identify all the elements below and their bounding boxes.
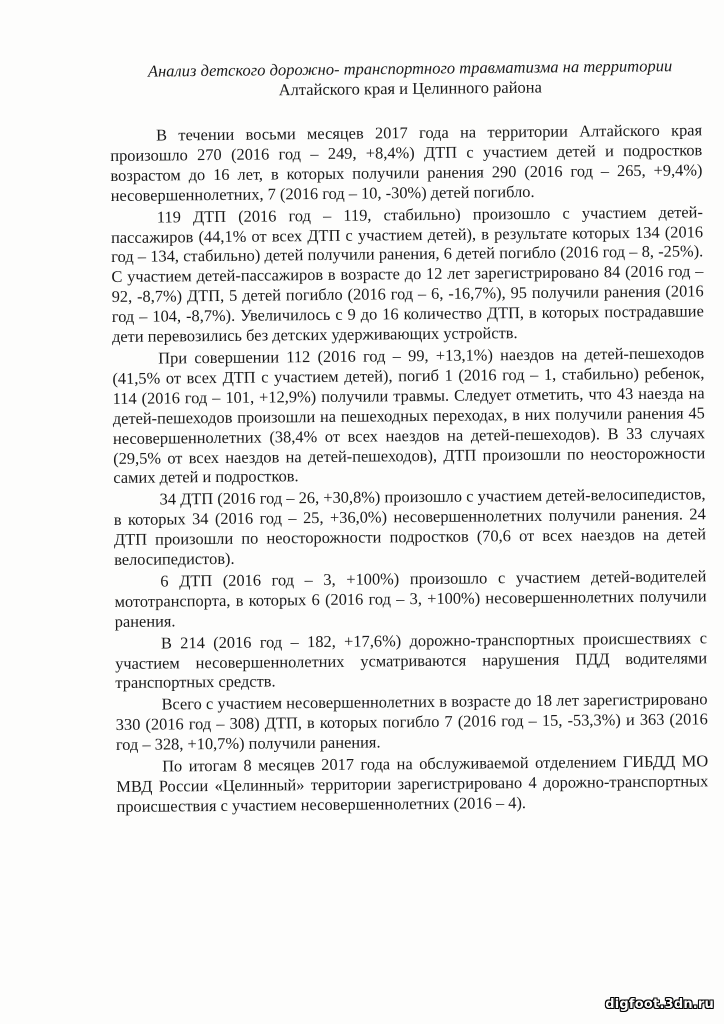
paragraph: 6 ДТП (2016 год – 3, +100%) произошло с участием детей-водителей мототранспорта, в которых 6 (2016 год – 3, +100%) несовершеннолетних получили ранения. <box>114 566 707 631</box>
title-line-1: Анализ детского дорожно- транспортного травматизма на территории <box>147 56 673 81</box>
title-line-2: Алтайского края и Целинного района <box>278 77 542 100</box>
paragraph: При совершении 112 (2016 год – 99, +13,1%) наездов на детей-пешеходов (41,5% от всех ДТП с участием детей), погиб 1 (2016 год – 1, стабильно) ребенок, 114 (2016 год – 101, +12,9%) получили травмы. Следует отметить, что 43 наезда на детей-пешеходов произошли на пешеходных переходах, в них получили ранения 45 несовершеннолетних (38,4% от всех наездов на детей-пешеходов). В 33 случаях (29,5% от всех наездов на детей-пешеходов), ДТП произошли по неосторожности самих детей и подростков. <box>112 343 706 488</box>
paragraph: В 214 (2016 год – 182, +17,6%) дорожно-транспортных происшествиях с участием несовершеннолетних усматриваются нарушения ПДД водителями транспортных средств. <box>115 627 708 693</box>
document-body <box>110 120 709 818</box>
paragraph: В течении восьми месяцев 2017 года на территории Алтайского края произошло 270 (2016 год – 249, +8,4%) ДТП с участием детей и подростков возрастом до 16 лет, в которых получили ранения 290 (2016 год – 265, +9,4%) несовершеннолетних, 7 (2016 год – 10, -30%) детей погибло. <box>110 120 703 205</box>
document-title <box>110 56 710 102</box>
site-watermark: digfoot.3dn.ru <box>605 997 714 1012</box>
paragraph: По итогам 8 месяцев 2017 года на обслуживаемой отделением ГИБДД МО МВД России «Целинный» территории зарегистрировано 4 дорожно-транспортных происшествия с участием несовершеннолетних (2016 – 4). <box>116 751 709 816</box>
paragraph: 34 ДТП (2016 год – 26, +30,8%) произошло с участием детей-велосипедистов, в которых 34 (2016 год – 25, +36,0%) несовершеннолетних получили ранения. 24 ДТП произошли по неосторожности подростков (70,6 от всех наездов на детей велосипедистов). <box>113 484 707 570</box>
paragraph: 119 ДТП (2016 год – 119, стабильно) произошло с участием детей-пассажиров (44,1% от всех ДТП с участием детей), в результате которых 134 (2016 год – 134, стабильно) детей получили ранения, 6 детей погибло (2016 год – 8, -25%). С участием детей-пассажиров в возрасте до 12 лет зарегистрировано 84 (2016 год – 92, -8,7%) ДТП, 5 детей погибло (2016 год – 6, -16,7%), 95 получили ранения (2016 год – 104, -8,7%). Увеличилось с 9 до 16 количество ДТП, в которых пострадавшие дети перевозились без детских удерживающих устройств. <box>110 201 704 347</box>
paragraph: Всего с участием несовершеннолетних в возрасте до 18 лет зарегистрировано 330 (2016 год – 308) ДТП, в которых погибло 7 (2016 год – 15, -53,3%) и 363 (2016 год – 328, +10,7%) получили ранения. <box>115 689 708 755</box>
